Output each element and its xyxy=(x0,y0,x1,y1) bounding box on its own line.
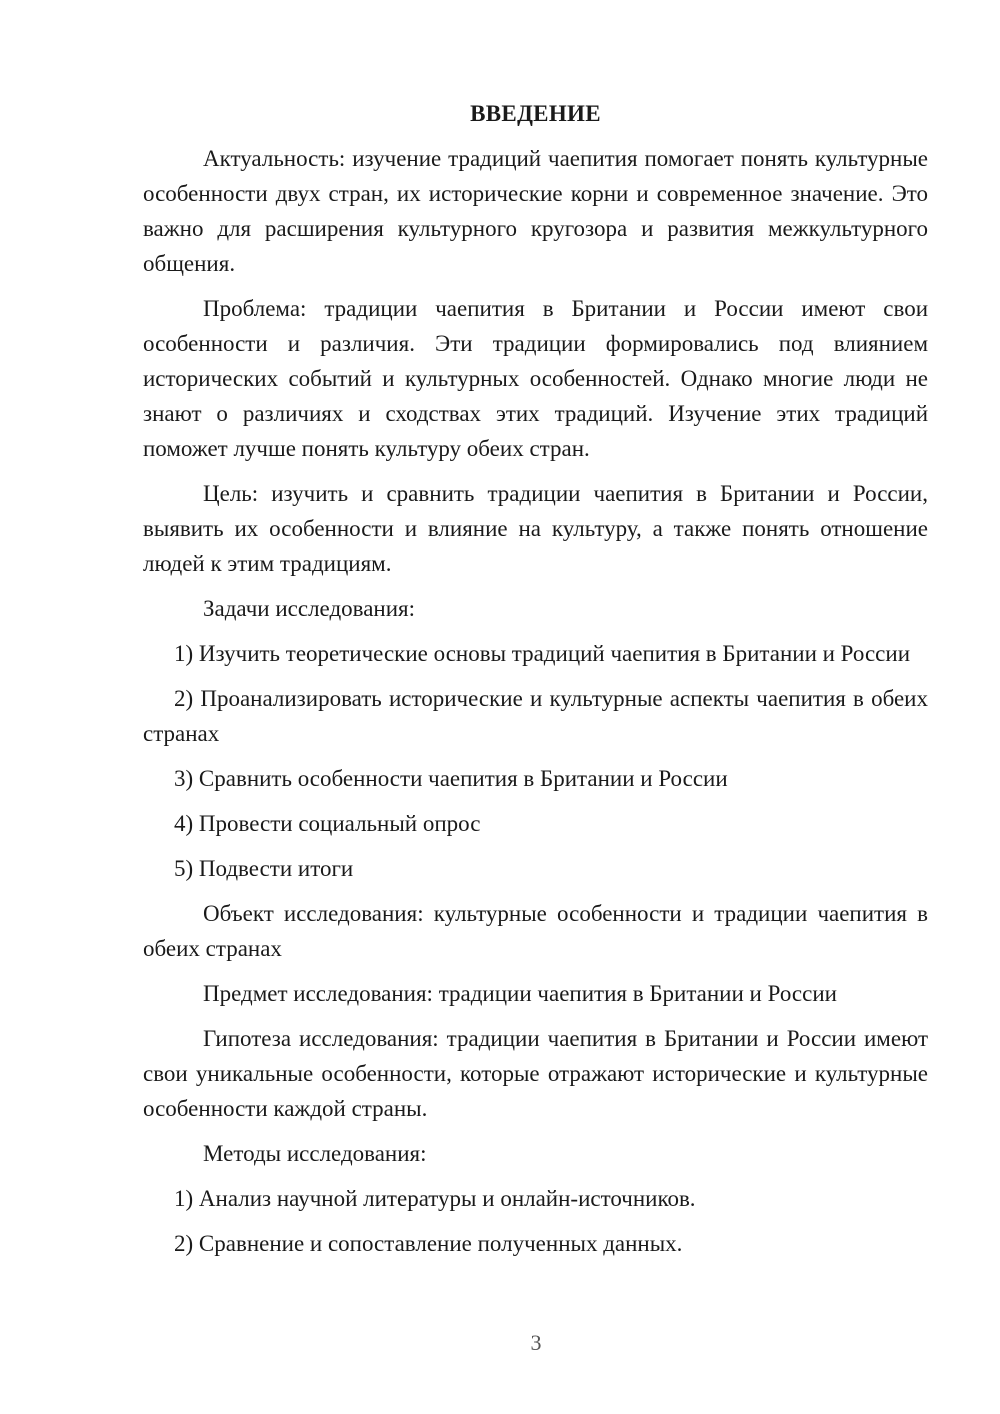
task-item: 1) Изучить теоретические основы традиций чаепития в Британии и России xyxy=(174,641,911,666)
section-title: ВВЕДЕНИЕ xyxy=(470,101,601,126)
method-item: 2) Сравнение и сопоставление полученных данных. xyxy=(174,1231,683,1256)
task-item: 4) Провести социальный опрос xyxy=(174,811,481,836)
subject-paragraph: Предмет исследования: традиции чаепития в Британии и России xyxy=(203,981,837,1006)
goal-paragraph: Цель: изучить и сравнить традиции чаепития в Британии и России, выявить их особенности и влияние на культуру, а также понять отношение людей к этим традициям. xyxy=(143,481,928,576)
object-paragraph: Объект исследования: культурные особенности и традиции чаепития в обеих странах xyxy=(143,901,928,961)
task-item: 5) Подвести итоги xyxy=(174,856,354,881)
methods-heading: Методы исследования: xyxy=(203,1141,427,1166)
task-item: 3) Сравнить особенности чаепития в Британии и России xyxy=(174,766,728,791)
method-item: 1) Анализ научной литературы и онлайн-источников. xyxy=(174,1186,696,1211)
problem-paragraph: Проблема: традиции чаепития в Британии и России имеют свои особенности и различия. Эти традиции формировались под влиянием исторических событий и культурных особенностей. Однако многие люди не знают о различиях и сходствах этих традиций. Изучение этих традиций поможет лучше понять культуру обеих стран. xyxy=(143,296,928,461)
tasks-heading: Задачи исследования: xyxy=(203,596,416,621)
page-number: 3 xyxy=(530,1330,542,1355)
page-content xyxy=(143,96,928,1271)
task-item: 2) Проанализировать исторические и культурные аспекты чаепития в обеих странах xyxy=(143,686,928,746)
hypothesis-paragraph: Гипотеза исследования: традиции чаепития в Британии и России имеют свои уникальные особенности, которые отражают исторические и культурные особенности каждой страны. xyxy=(143,1026,928,1121)
relevance-paragraph: Актуальность: изучение традиций чаепития помогает понять культурные особенности двух стран, их исторические корни и современное значение. Это важно для расширения культурного кругозора и развития межкультурного общения. xyxy=(143,146,928,276)
